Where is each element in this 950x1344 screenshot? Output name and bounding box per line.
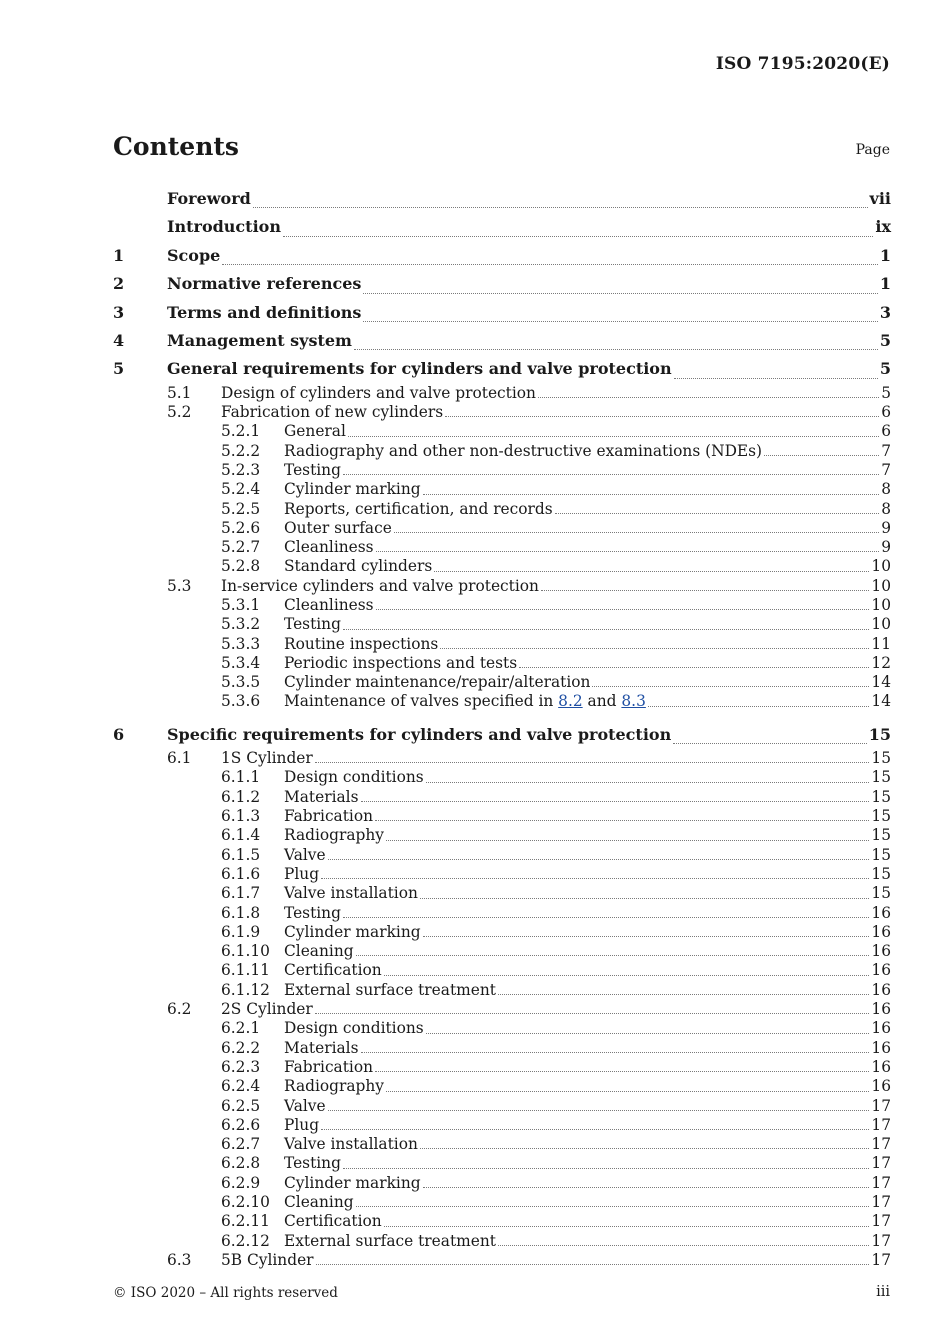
toc-entry[interactable]	[113, 1193, 891, 1212]
toc-entry-number: 5.3.2	[221, 615, 261, 634]
toc-entry-number: 5.3.3	[221, 634, 261, 653]
toc-entry-title: External surface treatment	[284, 980, 496, 999]
toc-entry-page: 7	[881, 460, 891, 479]
toc-entry[interactable]	[113, 884, 891, 903]
toc-entry-number: 6.3	[167, 1250, 192, 1269]
toc-entry-number: 6.1.3	[221, 807, 261, 826]
toc-entry-number: 6.1.9	[221, 922, 261, 941]
toc-entry-title: Scope	[167, 245, 221, 265]
toc-entry-number: 6.1.8	[221, 903, 261, 922]
toc-entry-number: 6.2.9	[221, 1173, 261, 1192]
dot-leader	[426, 1033, 870, 1034]
dot-leader	[498, 1245, 869, 1246]
toc-entry-title: Cylinder maintenance/repair/alteration	[284, 673, 591, 692]
toc-entry-page: 5	[881, 383, 891, 402]
toc-entry-number: 5.3.6	[221, 692, 261, 711]
toc-entry-page: 9	[881, 538, 891, 557]
toc-entry-title: Cylinder marking	[284, 480, 421, 499]
toc-entry-page: ix	[875, 217, 891, 237]
toc-entry-number: 6.2.2	[221, 1038, 261, 1057]
toc-entry-page: 15	[871, 845, 891, 864]
dot-leader	[375, 1071, 869, 1072]
toc-entry-title: Management system	[167, 330, 352, 350]
toc-entry[interactable]	[113, 768, 891, 787]
dot-leader	[445, 416, 879, 417]
toc-entry-number: 6.1.5	[221, 845, 261, 864]
toc-entry-title: Design of cylinders and valve protection	[221, 383, 536, 402]
toc-entry-title: Certification	[284, 961, 382, 980]
toc-entry-page: 16	[871, 942, 891, 961]
toc-entry-title: Valve	[284, 1096, 326, 1115]
dot-leader	[253, 207, 868, 208]
toc-entry[interactable]	[113, 1232, 891, 1251]
toc-entry-title: Testing	[284, 615, 341, 634]
toc-entry[interactable]	[113, 500, 891, 519]
toc-entry-number: 5.3.1	[221, 596, 261, 614]
footer-copyright: © ISO 2020 – All rights reserved	[113, 1285, 338, 1301]
toc-entry-title: Valve	[284, 845, 326, 864]
dot-leader	[343, 629, 869, 630]
toc-entry-page: 17	[871, 1115, 891, 1134]
toc-entry-title: Valve installation	[284, 1135, 418, 1154]
dot-leader	[648, 706, 870, 707]
toc-entry-title: Routine inspections	[284, 634, 439, 653]
dot-leader	[384, 1226, 870, 1227]
toc-entry-page: 17	[871, 1135, 891, 1154]
toc-entry-page: 15	[871, 884, 891, 903]
toc-entry-number: 6.1	[167, 749, 192, 768]
toc-entry-title: Periodic inspections and tests	[284, 653, 518, 672]
toc-entry-page: 17	[871, 1154, 891, 1173]
dot-leader	[363, 321, 877, 322]
toc-entry-number: 5.3.4	[221, 653, 261, 672]
toc-entry-page: 15	[871, 826, 891, 845]
dot-leader	[386, 1091, 869, 1092]
toc-entry[interactable]	[113, 213, 891, 241]
toc-entry-number: 6.1.10	[221, 942, 270, 961]
toc-entry-page: 15	[868, 724, 891, 744]
toc-entry-number: 5.2.7	[221, 538, 261, 557]
toc-entry-number: 5.2	[167, 403, 192, 422]
dot-leader	[315, 1013, 870, 1014]
toc-entry[interactable]	[113, 422, 891, 441]
toc-entry-title: External surface treatment	[284, 1231, 496, 1250]
toc-entry-title: Plug	[284, 1115, 320, 1134]
toc-entry[interactable]	[113, 442, 891, 461]
dot-leader	[343, 474, 879, 475]
toc-entry[interactable]	[113, 299, 891, 327]
toc-entry-title: Foreword	[167, 189, 251, 208]
footer-page-number: iii	[876, 1284, 890, 1300]
toc-entry-number: 6.2.4	[221, 1077, 261, 1096]
toc-entry[interactable]	[113, 1097, 891, 1116]
toc-entry[interactable]	[113, 461, 891, 480]
toc-entry-page: 17	[871, 1096, 891, 1115]
toc-entry-number: 6.2.6	[221, 1115, 261, 1134]
toc-entry-number: 5.2.8	[221, 557, 261, 576]
toc-entry[interactable]	[113, 1058, 891, 1077]
dot-leader	[538, 397, 879, 398]
dot-leader	[328, 1110, 870, 1111]
toc-entry-page: 14	[871, 673, 891, 692]
toc-entry[interactable]	[113, 538, 891, 557]
toc-entry-page: 16	[871, 1057, 891, 1076]
toc-entry-number: 5	[113, 359, 125, 379]
toc-entry-page: vii	[869, 189, 891, 208]
toc-entry-number: 6.2	[167, 1000, 192, 1019]
dot-leader	[376, 609, 870, 610]
dot-leader	[375, 820, 869, 821]
toc-entry[interactable]	[113, 242, 891, 270]
toc-entry-number: 6.1.12	[221, 980, 270, 999]
toc-entry-page: 8	[881, 499, 891, 518]
page-column-label: Page	[855, 142, 890, 158]
toc-entry-title: Reports, certification, and records	[284, 499, 553, 518]
toc-entry-number: 5.3	[167, 576, 192, 595]
toc-entry[interactable]	[113, 904, 891, 923]
dot-leader	[519, 667, 869, 668]
toc-entry-page: 16	[871, 1000, 891, 1019]
toc-entry-title: Materials	[284, 787, 359, 806]
toc-entry-title-text: Maintenance of valves specified in	[284, 692, 559, 711]
toc-entry-title: Testing	[284, 460, 341, 479]
dot-leader	[440, 648, 869, 649]
toc-entry[interactable]	[113, 788, 891, 807]
dot-leader	[541, 590, 869, 591]
dot-leader	[321, 1129, 869, 1130]
dot-leader	[386, 840, 869, 841]
dot-leader	[328, 859, 870, 860]
toc-entry-number: 6.1.7	[221, 884, 261, 903]
toc-entry-number: 5.2.1	[221, 422, 261, 441]
dot-leader	[426, 782, 870, 783]
toc-entry-page: 11	[871, 634, 891, 653]
toc-entry[interactable]	[113, 1019, 891, 1038]
document-id: ISO 7195:2020(E)	[715, 54, 890, 74]
toc-entry-number: 5.2.3	[221, 460, 261, 479]
toc-entry-title: Terms and definitions	[167, 302, 362, 322]
toc-entry-title: Materials	[284, 1038, 359, 1057]
toc-entry-page: 15	[871, 787, 891, 806]
toc-entry-title: General requirements for cylinders and valve protection	[167, 359, 672, 379]
dot-leader	[555, 513, 880, 514]
toc-entry-number: 6.1.4	[221, 826, 261, 845]
toc-entry-number: 5.2.2	[221, 441, 261, 460]
toc-entry-title: Cleaning	[284, 1193, 354, 1211]
dot-leader	[764, 455, 879, 456]
dot-leader	[673, 743, 867, 744]
toc-entry-title: Radiography	[284, 826, 385, 845]
toc-entry-title: In-service cylinders and valve protection	[221, 576, 539, 595]
toc-entry-page: 17	[871, 1173, 891, 1192]
toc-entry-page: 17	[871, 1212, 891, 1231]
dot-leader	[348, 436, 879, 437]
toc-entry-page: 15	[871, 768, 891, 787]
toc-entry-number: 6	[113, 724, 125, 744]
dot-leader	[354, 349, 878, 350]
toc-entry[interactable]	[113, 1000, 891, 1019]
dot-leader	[394, 532, 879, 533]
dot-leader	[376, 551, 880, 552]
toc-entry-title: Design conditions	[284, 1019, 424, 1038]
toc-entry-page: 17	[871, 1231, 891, 1250]
toc-entry-number: 5.1	[167, 383, 192, 402]
toc-entry[interactable]	[113, 846, 891, 865]
dot-leader	[420, 1148, 870, 1149]
toc-entry-page: 16	[871, 1038, 891, 1057]
toc-entry-title: Cleaning	[284, 942, 354, 961]
dot-leader	[384, 975, 870, 976]
toc-entry[interactable]	[113, 1135, 891, 1154]
toc-entry-title: Design conditions	[284, 768, 424, 787]
toc-entry[interactable]	[113, 1116, 891, 1135]
toc-entry[interactable]	[113, 1039, 891, 1058]
dot-leader	[343, 1168, 869, 1169]
dot-leader	[434, 571, 869, 572]
toc-entry-number: 5.3.5	[221, 673, 261, 692]
toc-entry[interactable]	[113, 185, 891, 213]
toc-entry-page: 8	[881, 480, 891, 499]
toc-entry-page: 10	[871, 576, 891, 595]
page-title: Contents	[113, 132, 240, 161]
toc-entry-page: 10	[871, 596, 891, 614]
dot-leader	[315, 762, 870, 763]
dot-leader	[222, 264, 878, 265]
toc-entry-page: 12	[871, 653, 891, 672]
cross-reference-link[interactable]: 8.3	[621, 692, 646, 711]
toc-entry-page: 3	[879, 302, 891, 322]
toc-entry-number: 6.2.8	[221, 1154, 261, 1173]
dot-leader	[356, 955, 870, 956]
dot-leader	[321, 878, 869, 879]
toc-entry-page: 6	[881, 403, 891, 422]
toc-entry-title: Fabrication of new cylinders	[221, 403, 444, 422]
toc-entry[interactable]	[113, 923, 891, 942]
dot-leader	[316, 1264, 870, 1265]
toc-entry-page: 16	[871, 903, 891, 922]
toc-entry[interactable]	[113, 577, 891, 596]
toc-entry-page: 1	[879, 245, 891, 265]
toc-entry[interactable]	[113, 557, 891, 576]
toc-entry-number: 2	[113, 274, 125, 294]
dot-leader	[420, 898, 870, 899]
toc-entry-title: Cylinder marking	[284, 922, 421, 941]
toc-entry-title: Specific requirements for cylinders and valve protection	[167, 724, 672, 744]
dot-leader	[361, 1052, 870, 1053]
toc-entry-page: 5	[879, 359, 891, 379]
toc-entry-number: 6.2.5	[221, 1096, 261, 1115]
toc-entry-number: 4	[113, 330, 125, 350]
toc-entry-number: 6.2.3	[221, 1057, 261, 1076]
toc-entry[interactable]	[113, 1212, 891, 1231]
toc-entry-number: 6.1.11	[221, 961, 270, 980]
toc-entry[interactable]	[113, 596, 891, 615]
toc-entry-page: 10	[871, 615, 891, 634]
toc-entry-page: 16	[871, 980, 891, 999]
toc-entry[interactable]	[113, 981, 891, 1000]
toc-entry-page: 9	[881, 518, 891, 537]
toc-entry-number: 6.2.11	[221, 1212, 270, 1231]
toc-entry-title: Cylinder marking	[284, 1173, 421, 1192]
dot-leader	[423, 936, 870, 937]
dot-leader	[674, 378, 878, 379]
toc-entry[interactable]	[113, 673, 891, 692]
toc-entry-title: Certification	[284, 1212, 382, 1231]
toc-entry-page: 6	[881, 422, 891, 441]
toc-entry[interactable]	[113, 1154, 891, 1173]
toc-entry-page: 15	[871, 807, 891, 826]
toc-entry[interactable]	[113, 327, 891, 355]
toc-entry-title: Fabrication	[284, 807, 374, 826]
toc-entry[interactable]	[113, 615, 891, 634]
toc-entry-page: 10	[871, 557, 891, 576]
dot-leader	[356, 1206, 870, 1207]
toc-entry-title: Radiography and other non-destructive examinations (NDEs)	[284, 441, 763, 460]
toc-entry[interactable]	[113, 826, 891, 845]
toc-entry-page: 16	[871, 1019, 891, 1038]
toc-entry[interactable]	[113, 721, 891, 749]
toc-entry-number: 6.2.1	[221, 1019, 261, 1038]
toc-entry-title: 5B Cylinder	[221, 1250, 314, 1269]
toc-entry[interactable]	[113, 1174, 891, 1193]
toc-entry-title: Plug	[284, 864, 320, 883]
toc-entry-title: Cleanliness	[284, 538, 374, 557]
toc-entry-page: 17	[871, 1193, 891, 1211]
toc-entry[interactable]	[113, 942, 891, 961]
dot-leader	[423, 494, 880, 495]
toc-entry[interactable]	[113, 480, 891, 499]
toc-entry-number: 6.1.2	[221, 787, 261, 806]
toc-entry-number: 6.2.12	[221, 1231, 270, 1250]
toc-entry-number: 3	[113, 302, 125, 322]
toc-entry[interactable]	[113, 519, 891, 538]
toc-entry-page: 16	[871, 961, 891, 980]
toc-entry-number: 6.2.7	[221, 1135, 261, 1154]
dot-leader	[592, 686, 869, 687]
toc-entry-number: 5.2.5	[221, 499, 261, 518]
toc-entry-page: 15	[871, 864, 891, 883]
dot-leader	[363, 293, 877, 294]
toc-entry[interactable]	[113, 865, 891, 884]
toc-entry-page: 14	[871, 692, 891, 711]
toc-entry-title	[284, 692, 646, 711]
toc-entry[interactable]	[113, 807, 891, 826]
toc-entry-number: 1	[113, 245, 125, 265]
toc-entry[interactable]	[113, 692, 891, 711]
toc-entry[interactable]	[113, 635, 891, 654]
toc-entry-title: Fabrication	[284, 1057, 374, 1076]
toc-entry-title: Testing	[284, 1154, 341, 1173]
toc-entry-number: 6.2.10	[221, 1193, 270, 1211]
toc-entry-page: 15	[871, 749, 891, 768]
toc-entry[interactable]	[113, 403, 891, 422]
toc-entry[interactable]	[113, 270, 891, 298]
dot-leader	[498, 994, 869, 995]
toc-entry-page: 7	[881, 441, 891, 460]
dot-leader	[283, 236, 873, 237]
toc-entry[interactable]	[113, 961, 891, 980]
toc-entry-page: 5	[879, 330, 891, 350]
toc-entry[interactable]	[113, 384, 891, 403]
toc-entry-number: 6.1.6	[221, 864, 261, 883]
toc-entry-number: 6.1.1	[221, 768, 261, 787]
toc-entry-page: 17	[871, 1250, 891, 1269]
toc-entry-title: General	[284, 422, 346, 441]
toc-entry-title-text: and	[582, 692, 622, 711]
toc-entry-title: Outer surface	[284, 518, 392, 537]
toc-entry-page: 16	[871, 922, 891, 941]
dot-leader	[343, 917, 869, 918]
toc-entry-title: Normative references	[167, 274, 362, 294]
toc-entry-title: 1S Cylinder	[221, 749, 313, 768]
toc-entry-number: 5.2.4	[221, 480, 261, 499]
toc-entry-title: Introduction	[167, 217, 281, 237]
toc-entry-number: 5.2.6	[221, 518, 261, 537]
toc-entry-title: Testing	[284, 903, 341, 922]
cross-reference-link[interactable]: 8.2	[558, 692, 583, 711]
table-of-contents	[113, 185, 891, 1270]
toc-entry[interactable]	[113, 749, 891, 768]
toc-entry-page: 16	[871, 1077, 891, 1096]
dot-leader	[423, 1187, 870, 1188]
toc-entry-page: 1	[879, 274, 891, 294]
toc-entry[interactable]	[113, 355, 891, 383]
toc-entry-title: Radiography	[284, 1077, 385, 1096]
toc-entry[interactable]	[113, 1077, 891, 1096]
dot-leader	[361, 801, 870, 802]
toc-entry-title: Standard cylinders	[284, 557, 433, 576]
toc-entry[interactable]	[113, 1251, 891, 1270]
toc-entry[interactable]	[113, 654, 891, 673]
toc-entry-title: 2S Cylinder	[221, 1000, 313, 1019]
toc-entry-title: Cleanliness	[284, 596, 374, 614]
toc-entry-title: Valve installation	[284, 884, 418, 903]
